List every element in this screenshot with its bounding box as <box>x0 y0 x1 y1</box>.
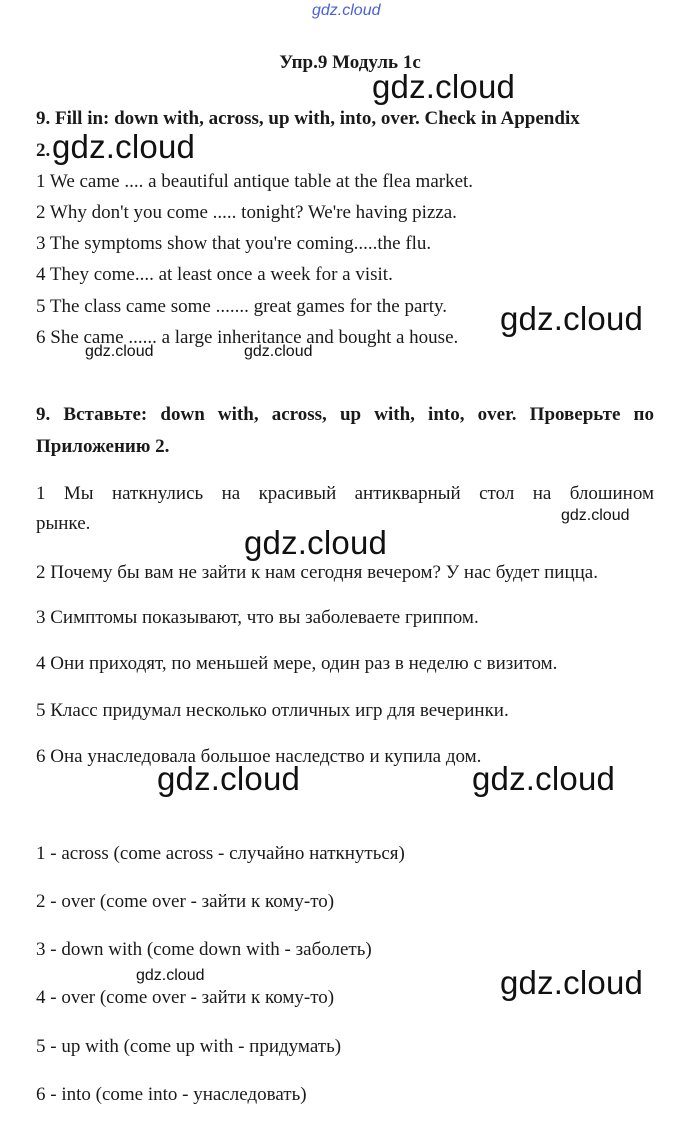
russian-item: 5 Класс придумал несколько отличных игр для вечеринки. <box>36 700 509 721</box>
russian-heading: 9. Вставьте: down with, across, up with, into, over. Проверьте по <box>36 404 654 425</box>
russian-heading-cont: Приложению 2. <box>36 436 170 457</box>
watermark: gdz.cloud <box>136 967 205 984</box>
english-item: 2 Why don't you come ..... tonight? We're having pizza. <box>36 202 457 223</box>
english-item: 1 We came .... a beautiful antique table at the flea market. <box>36 171 474 192</box>
answer-item: 6 - into (come into - унаследовать) <box>36 1084 307 1105</box>
russian-item: 6 Она унаследовала большое наследство и купила дом. <box>36 746 482 767</box>
english-heading: 9. Fill in: down with, across, up with, into, over. Check in Appendix <box>36 108 580 129</box>
watermark: gdz.cloud <box>500 300 644 337</box>
watermark: gdz.cloud <box>472 760 616 797</box>
english-heading-cont: 2. <box>36 140 51 161</box>
answer-item: 4 - over (come over - зайти к кому-то) <box>36 987 335 1008</box>
answer-item: 5 - up with (come up with - придумать) <box>36 1036 342 1057</box>
answer-item: 3 - down with (come down with - заболеть) <box>36 939 372 960</box>
page-title: Упр.9 Модуль 1c <box>279 52 421 73</box>
header-watermark: gdz.cloud <box>312 2 381 19</box>
russian-item: рынке. <box>36 513 91 534</box>
watermark: gdz.cloud <box>500 964 644 1001</box>
watermark: gdz.cloud <box>85 343 154 360</box>
english-item: 4 They come.... at least once a week for a visit. <box>36 264 393 285</box>
watermark: gdz.cloud <box>157 760 301 797</box>
watermark: gdz.cloud <box>244 524 388 561</box>
answer-item: 1 - across (come across - случайно наткнуться) <box>36 843 405 864</box>
watermark: gdz.cloud <box>372 68 516 105</box>
english-item: 3 The symptoms show that you're coming.....the flu. <box>36 233 432 254</box>
watermark: gdz.cloud <box>52 128 196 165</box>
english-item: 5 The class came some ....... great games for the party. <box>36 296 447 317</box>
watermark: gdz.cloud <box>244 343 313 360</box>
russian-item: 1 Мы наткнулись на красивый антикварный стол на блошином <box>36 483 654 504</box>
english-item: 6 She came ...... a large inheritance and bought a house. <box>36 327 459 348</box>
russian-item: 2 Почему бы вам не зайти к нам сегодня вечером? У нас будет пицца. <box>36 562 598 583</box>
watermark: gdz.cloud <box>561 507 630 524</box>
answer-item: 2 - over (come over - зайти к кому-то) <box>36 891 335 912</box>
russian-item: 4 Они приходят, по меньшей мере, один раз в неделю с визитом. <box>36 653 558 674</box>
russian-item: 3 Симптомы показывают, что вы заболеваете гриппом. <box>36 607 479 628</box>
